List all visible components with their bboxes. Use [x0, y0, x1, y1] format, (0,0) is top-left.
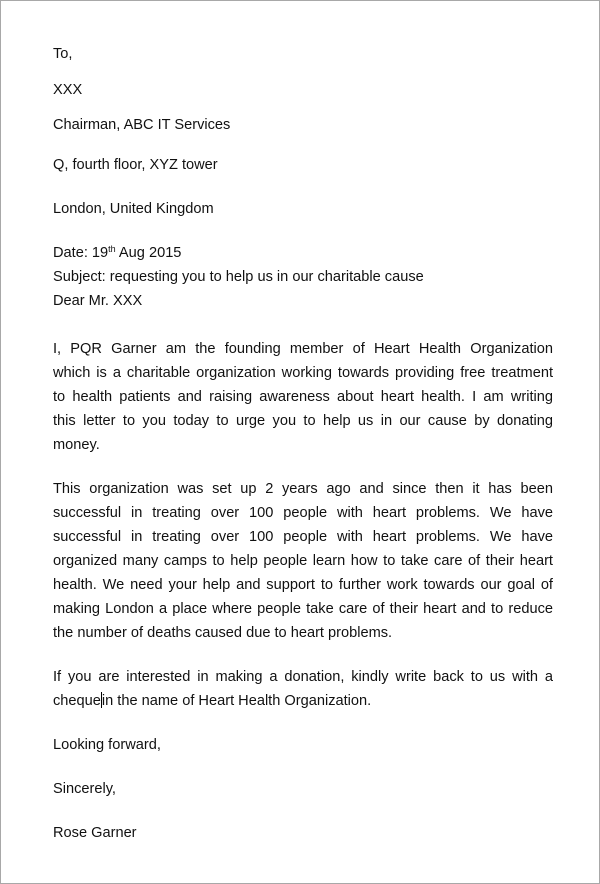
signature-name: Rose Garner [53, 825, 137, 841]
paragraph-line: making London a place where people take care of their heart and to reduce [53, 601, 553, 617]
paragraph-line: money. [53, 437, 100, 453]
recipient-city: London, United Kingdom [53, 201, 214, 217]
paragraph-line: successful in treating over 100 people with heart problems. We have [53, 529, 553, 545]
paragraph-3 [53, 665, 553, 713]
closing-looking-forward: Looking forward, [53, 737, 161, 753]
closing-sincerely: Sincerely, [53, 781, 116, 797]
paragraph-text: in the name of Heart Health Organization. [101, 693, 372, 709]
date-ordinal: th [108, 244, 116, 254]
recipient-name: XXX [53, 82, 83, 98]
paragraph-line: This organization was set up 2 years ago and since then it has been [53, 481, 553, 497]
paragraph-line: health. We need your help and support to further work towards our goal of [53, 577, 553, 593]
paragraph-line: to health patients and raising awareness about heart health. I am writing [53, 389, 553, 405]
recipient-title: Chairman, ABC IT Services [53, 117, 231, 133]
paragraph-line: organized many camps to help people learn how to take care of their heart [53, 553, 553, 569]
paragraph-line: the number of deaths caused due to heart problems. [53, 625, 393, 641]
paragraph-line: this letter to you today to urge you to help us in our cause by donating [53, 413, 553, 429]
recipient-address: Q, fourth floor, XYZ tower [53, 157, 218, 173]
date-prefix: Date: 19 [53, 245, 109, 261]
paragraph-line: I, PQR Garner am the founding member of Heart Health Organization [53, 341, 553, 357]
paragraph-line: successful in treating over 100 people with heart problems. We have [53, 505, 553, 521]
to-label: To, [53, 46, 73, 62]
paragraph-text: cheque [53, 693, 101, 709]
subject-line: Subject: requesting you to help us in our charitable cause [53, 269, 424, 285]
paragraph-2 [53, 477, 553, 645]
paragraph-line: which is a charitable organization working towards providing free treatment [53, 365, 553, 381]
greeting: Dear Mr. XXX [53, 293, 143, 309]
date-rest: Aug 2015 [115, 245, 182, 261]
paragraph-1 [53, 337, 553, 457]
date-line [53, 244, 181, 262]
paragraph-line [53, 689, 553, 713]
paragraph-line: If you are interested in making a donation, kindly write back to us with a [53, 669, 553, 685]
